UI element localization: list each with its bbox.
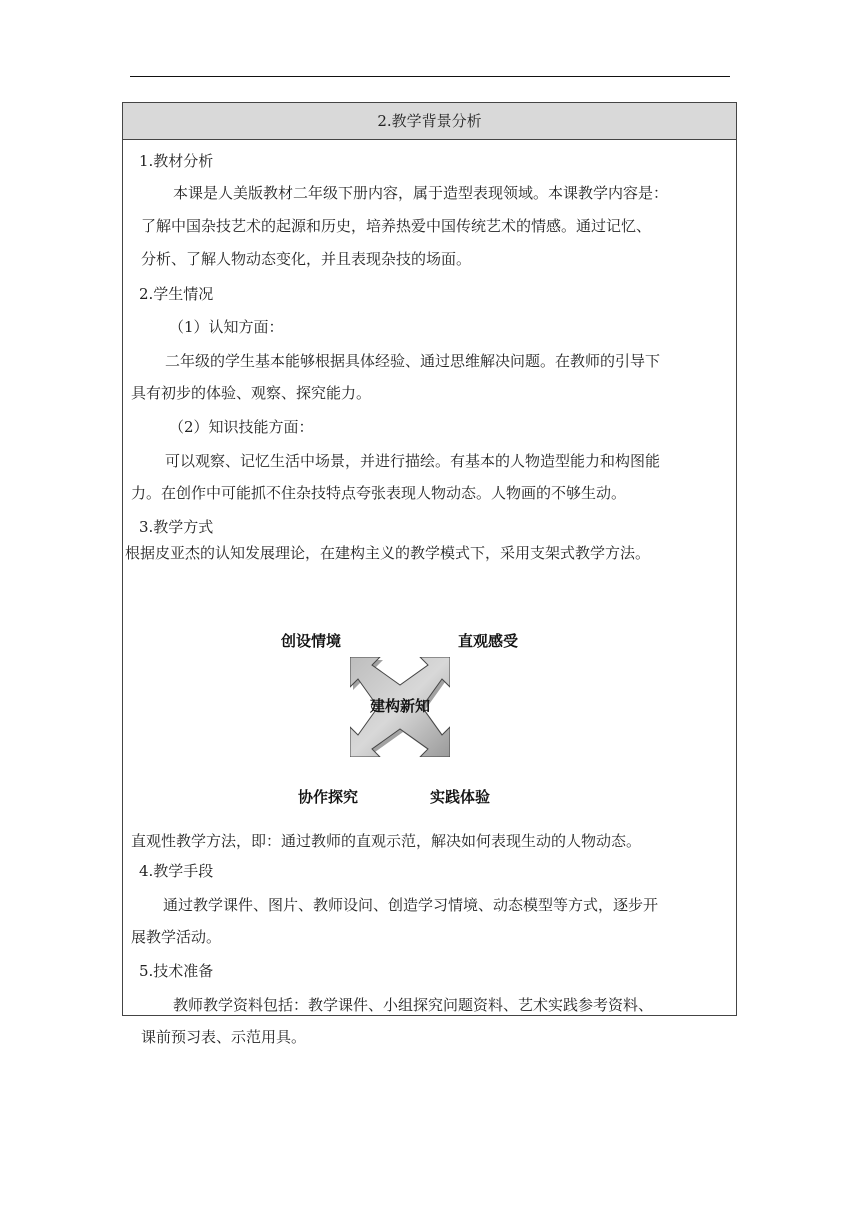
heading-student-situation: 2.学生情况 <box>139 285 214 303</box>
paragraph-line: 根据皮亚杰的认知发展理论，在建构主义的教学模式下，采用支架式教学方法。 <box>125 544 651 562</box>
paragraph-line: 展教学活动。 <box>131 928 222 946</box>
label-create-situation: 创设情境 <box>281 632 342 650</box>
header-rule <box>130 76 730 77</box>
paragraph-line: 可以观察、记忆生活中场景，并进行描绘。有基本的人物造型能力和构图能 <box>165 452 661 470</box>
heading-technical-prep: 5.技术准备 <box>139 962 214 980</box>
teaching-model-diagram <box>281 630 648 810</box>
label-practical-experience: 实践体验 <box>430 788 491 806</box>
subheading-cognition: （1）认知方面： <box>169 318 284 336</box>
paragraph-line: 分析、了解人物动态变化，并且表现杂技的场面。 <box>141 250 472 268</box>
paragraph-line: 课前预习表、示范用具。 <box>141 1028 307 1046</box>
label-collaborative-inquiry: 协作探究 <box>298 788 359 806</box>
paragraph-line: 力。在创作中可能抓不住杂技特点夸张表现人物动态。人物画的不够生动。 <box>131 484 627 502</box>
paragraph-line: 具有初步的体验、观察、探究能力。 <box>131 384 372 402</box>
label-intuitive-feeling: 直观感受 <box>458 632 519 650</box>
heading-teaching-method: 3.教学方式 <box>139 518 214 536</box>
heading-teaching-means: 4.教学手段 <box>139 862 214 880</box>
subheading-skills: （2）知识技能方面： <box>169 418 314 436</box>
paragraph-line: 了解中国杂技艺术的起源和历史，培养热爱中国传统艺术的情感。通过记忆、 <box>141 217 652 235</box>
lesson-table <box>122 102 737 1046</box>
paragraph-line: 二年级的学生基本能够根据具体经验、通过思维解决问题。在教师的引导下 <box>165 352 661 370</box>
label-construct-knowledge: 建构新知 <box>369 697 430 715</box>
four-arrows-shape <box>350 657 450 757</box>
heading-material-analysis: 1.教材分析 <box>139 152 214 170</box>
paragraph-line: 本课是人美版教材二年级下册内容，属于造型表现领域。本课教学内容是： <box>173 184 669 202</box>
paragraph-line: 直观性教学方法，即：通过教师的直观示范，解决如何表现生动的人物动态。 <box>131 832 642 850</box>
paragraph-line: 教师教学资料包括：教学课件、小组探究问题资料、艺术实践参考资料、 <box>173 996 654 1014</box>
paragraph-line: 通过教学课件、图片、教师设问、创造学习情境、动态模型等方式，逐步开 <box>163 896 659 914</box>
section-header: 2.教学背景分析 <box>123 103 736 140</box>
